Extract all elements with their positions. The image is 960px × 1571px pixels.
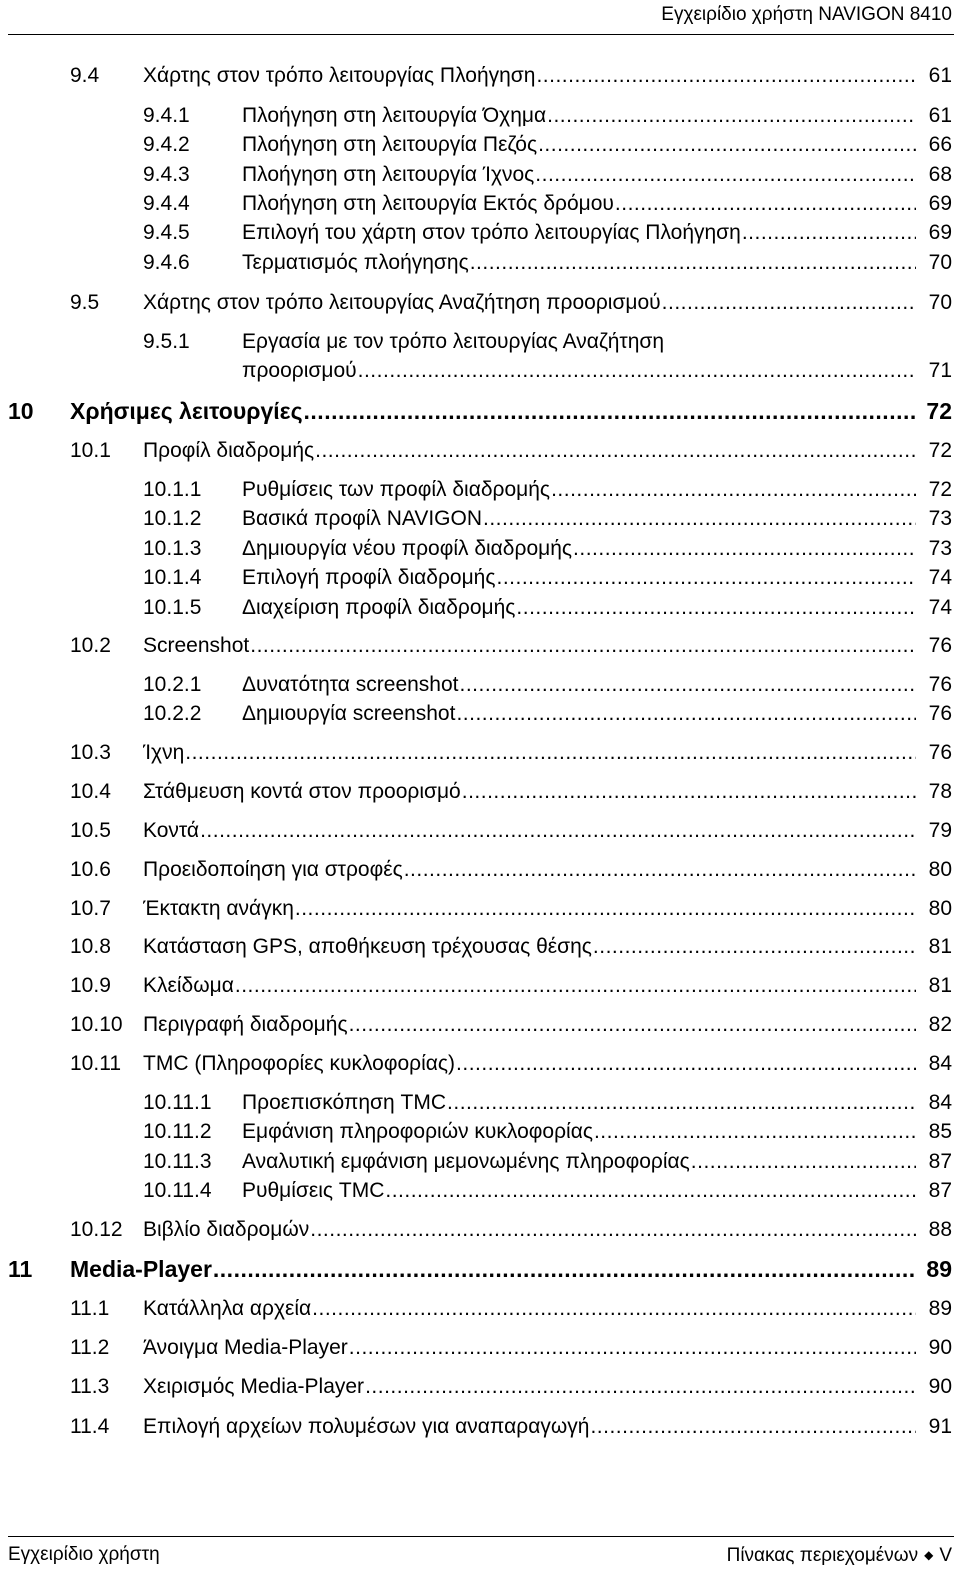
toc-entry-title [242,101,916,131]
toc-entry-number: 9.4 [70,64,100,87]
toc-entry-number: 10.6 [70,858,111,881]
toc-entry-title [242,1147,916,1177]
toc-entry-title-text: Χειρισμός Media-Player [143,1375,365,1398]
toc-entry-title-text: Εμφάνιση πληροφοριών κυκλοφορίας [242,1120,593,1143]
toc-entry-title [242,327,916,357]
toc-entry-title [143,1333,916,1363]
toc-entry[interactable] [0,631,960,661]
toc-entry[interactable] [0,1372,960,1402]
toc-entry-page: 69 [928,221,952,244]
toc-entry-page: 76 [928,673,952,696]
toc-entry-title-text: Επιλογή προφίλ διαδρομής [242,566,496,589]
toc-entry-number: 10.10 [70,1013,123,1036]
toc-entry-title-text: Προεπισκόπηση TMC [242,1091,447,1114]
toc-entry-title [242,534,916,564]
toc-entry-title-text: Άνοιγμα Media-Player [143,1336,348,1359]
toc-entry[interactable] [0,777,960,807]
toc-entry[interactable] [0,327,960,357]
toc-entry-title [242,563,916,593]
toc-entry-page: 74 [928,566,952,589]
toc-entry-number: 11.4 [70,1415,110,1438]
toc-entry-title-text: Βιβλίο διαδρομών [143,1218,310,1241]
toc-entry[interactable] [0,218,960,248]
toc-entry-title-text: Έκτακτη ανάγκη [143,897,294,920]
toc-entry-number: 9.4.1 [143,104,190,127]
toc-entry-page: 73 [928,507,952,530]
toc-entry[interactable] [0,189,960,219]
toc-entry-number: 9.4.3 [143,163,190,186]
toc-entry-title-text: Screenshot [143,634,250,657]
toc-entry-title [242,1176,916,1206]
toc-entry-title-text: Κοντά [143,819,200,842]
toc-entry-number: 9.5.1 [143,330,190,353]
toc-entry-number: 10.2.1 [143,673,202,696]
toc-entry-number: 10.1 [70,439,111,462]
toc-entry-title [242,356,916,386]
toc-entry[interactable] [0,475,960,505]
toc-entry-title-text: Προειδοποίηση για στροφές [143,858,403,881]
toc-entry-title [242,475,916,505]
toc-entry-number: 10.1.3 [143,537,202,560]
toc-entry-title-text: προορισμού [242,359,357,382]
toc-entry-number: 10.5 [70,819,111,842]
toc-entry-page: 61 [928,64,952,87]
toc-entry-title [242,1117,916,1147]
toc-entry-title [242,504,916,534]
toc-entry[interactable] [0,699,960,729]
toc-entry-title [242,593,916,623]
footer-page-number: V [939,1545,952,1566]
toc-entry-number: 9.4.6 [143,251,190,274]
toc-entry-title [143,631,916,661]
toc-entry[interactable] [0,160,960,190]
toc-entry-page: 79 [928,819,952,842]
toc-entry[interactable] [0,1412,960,1442]
toc-entry[interactable] [0,1010,960,1040]
toc-entry-title-text: TMC (Πληροφορίες κυκλοφορίας) [143,1052,456,1075]
toc-entry-page: 70 [928,291,952,314]
toc-entry-number: 10.2 [70,634,111,657]
toc-entry-page: 90 [928,1375,952,1398]
toc-entry-page: 74 [928,596,952,619]
toc-entry-title-text: Προφίλ διαδρομής [143,439,315,462]
toc-entry-title [242,218,916,248]
toc-entry-number: 10.2.2 [143,702,202,725]
toc-entry-title-text: Κατάλληλα αρχεία [143,1297,312,1320]
toc-entry-title-text: Επιλογή του χάρτη στον τρόπο λειτουργίας Πλοήγηση [242,221,741,244]
toc-entry-page: 84 [928,1052,952,1075]
toc-entry-title [242,130,916,160]
toc-entry-title-text: Πλοήγηση στη λειτουργία Πεζός [242,133,538,156]
toc-entry-title-text: Πλοήγηση στη λειτουργία Ίχνος [242,163,535,186]
toc-entry-page: 91 [928,1415,952,1438]
toc-entry-title [143,1294,916,1324]
toc-entry-title [143,61,916,91]
toc-entry-title-text: Εργασία με τον τρόπο λειτουργίας Αναζήτηση [242,330,665,353]
toc-entry[interactable] [0,894,960,924]
toc-entry-number: 10.1.1 [143,478,202,501]
toc-entry[interactable] [0,101,960,131]
toc-entry-number: 10.11.2 [143,1120,212,1143]
footer-left-text: Εγχειρίδιο χρήστη [8,1544,160,1565]
toc-entry-title [143,855,916,885]
toc-entry-page: 84 [928,1091,952,1114]
toc-entry-title-text: Κλείδωμα [143,974,234,997]
toc-entry-title-text: Ρυθμίσεις TMC [242,1179,385,1202]
toc-entry-page: 69 [928,192,952,215]
toc-entry-title [143,894,916,924]
toc-entry-number: 9.4.5 [143,221,190,244]
toc-entry-title-text: Χάρτης στον τρόπο λειτουργίας Πλοήγηση [143,64,536,87]
toc-entry-title-text: Πλοήγηση στη λειτουργία Εκτός δρόμου [242,192,614,215]
toc-entry[interactable] [0,504,960,534]
toc-entry-title-text: Στάθμευση κοντά στον προορισμό [143,780,461,803]
toc-entry[interactable] [0,248,960,278]
toc-entry[interactable] [0,1088,960,1118]
toc-entry-number: 10.1.5 [143,596,202,619]
toc-entry[interactable] [0,1254,960,1284]
toc-entry-number: 11.3 [70,1375,110,1398]
toc-entry-page: 87 [928,1150,952,1173]
toc-entry[interactable] [0,436,960,466]
toc-entry[interactable] [0,1147,960,1177]
toc-entry-title-text: Ρυθμίσεις των προφίλ διαδρομής [242,478,551,501]
toc-entry-page: 82 [928,1013,952,1036]
toc-entry-title-text: Πλοήγηση στη λειτουργία Όχημα [242,104,547,127]
toc-entry-page: 81 [928,974,952,997]
toc-entry-page: 71 [928,359,952,382]
toc-entry-number: 11.2 [70,1336,110,1359]
toc-entry[interactable] [0,670,960,700]
toc-entry-page: 68 [928,163,952,186]
toc-entry[interactable] [0,593,960,623]
toc-entry-title [242,248,916,278]
toc-entry-title [242,1088,916,1118]
page-header: Εγχειρίδιο χρήστη NAVIGON 8410 [661,4,952,25]
toc-entry-title [143,1215,916,1245]
toc-entry-title [143,436,916,466]
toc-entry-number: 9.5 [70,291,100,314]
toc-entry-page: 89 [926,1256,952,1282]
toc-entry-number: 10.8 [70,935,111,958]
toc-entry-page: 61 [928,104,952,127]
toc-entry-number: 9.4.4 [143,192,190,215]
toc-entry-title [143,1412,916,1442]
toc-entry-number: 10.1.2 [143,507,202,530]
toc-entry-title-text: Δυνατότητα screenshot [242,673,459,696]
toc-entry-page: 87 [928,1179,952,1202]
toc-entry-page: 80 [928,858,952,881]
footer-divider [8,1536,954,1537]
toc-entry-page: 76 [928,741,952,764]
toc-entry-title [242,670,916,700]
toc-entry-page: 72 [928,439,952,462]
toc-entry-page: 66 [928,133,952,156]
toc-entry-number: 10 [8,398,34,424]
toc-entry-title [70,1254,916,1284]
toc-entry-number: 10.11.3 [143,1150,212,1173]
diamond-icon: ◆ [924,1548,934,1562]
toc-entry[interactable] [0,534,960,564]
footer-right [727,1543,952,1568]
toc-entry-title [143,932,916,962]
toc-entry-title-text: Ίχνη [143,741,185,764]
toc-entry[interactable] [0,855,960,885]
toc-entry-page: 78 [928,780,952,803]
toc-entry[interactable] [0,1049,960,1079]
toc-entry-page: 72 [926,398,952,424]
toc-entry-page: 80 [928,897,952,920]
toc-entry[interactable] [0,1176,960,1206]
toc-entry-title-text: Χάρτης στον τρόπο λειτουργίας Αναζήτηση προορισμού [143,291,661,314]
toc-entry[interactable] [0,1215,960,1245]
toc-entry-title-text: Περιγραφή διαδρομής [143,1013,348,1036]
toc-entry-page: 88 [928,1218,952,1241]
toc-entry-title-text: Χρήσιμες λειτουργίες [70,398,303,424]
toc-entry-title [143,738,916,768]
toc-entry[interactable] [0,396,960,426]
toc-entry-title [143,1010,916,1040]
toc-entry[interactable] [0,563,960,593]
toc-entry-page: 72 [928,478,952,501]
toc-entry-title-text: Αναλυτική εμφάνιση μεμονωμένης πληροφορίας [242,1150,690,1173]
toc-entry-number: 10.3 [70,741,111,764]
toc-entry[interactable] [0,1294,960,1324]
toc-entry-number: 10.11.4 [143,1179,212,1202]
toc-entry-page: 89 [928,1297,952,1320]
toc-entry[interactable] [0,130,960,160]
toc-entry-page: 76 [928,702,952,725]
toc-entry[interactable] [0,738,960,768]
toc-entry-page: 76 [928,634,952,657]
toc-entry-title-text: Βασικά προφίλ NAVIGON [242,507,483,530]
toc-entry-page: 70 [928,251,952,274]
toc-entry-title-text: Επιλογή αρχείων πολυμέσων για αναπαραγωγή [143,1415,590,1438]
toc-entry-title [242,699,916,729]
toc-entry-number: 10.11.1 [143,1091,212,1114]
toc-entry-number: 9.4.2 [143,133,190,156]
toc-entry-page: 90 [928,1336,952,1359]
toc-entry-title [242,160,916,190]
toc-entry-title-text: Κατάσταση GPS, αποθήκευση τρέχουσας θέσης [143,935,592,958]
toc-entry[interactable] [0,1117,960,1147]
toc-entry-number: 10.4 [70,780,111,803]
toc-entry-title-text: Δημιουργία νέου προφίλ διαδρομής [242,537,573,560]
toc-entry[interactable] [0,1333,960,1363]
toc-entry-number: 11 [8,1256,33,1282]
toc-entry-number: 10.1.4 [143,566,202,589]
toc-entry-title [143,1372,916,1402]
toc-entry-title-text: Δημιουργία screenshot [242,702,456,725]
toc-entry-title-text: Διαχείριση προφίλ διαδρομής [242,596,516,619]
toc-entry[interactable] [0,61,960,91]
toc-entry-title-text: Media-Player [70,1256,212,1282]
toc-entry[interactable] [0,932,960,962]
toc-entry[interactable] [0,816,960,846]
toc-entry[interactable] [0,288,960,318]
toc-entry-title [242,189,916,219]
toc-entry-number: 10.9 [70,974,111,997]
toc-entry-number: 11.1 [70,1297,110,1320]
toc-entry-title [143,288,916,318]
toc-entry-title [143,1049,916,1079]
toc-entry[interactable] [0,971,960,1001]
toc-entry-page: 85 [928,1120,952,1143]
toc-entry[interactable] [0,356,960,386]
toc-entry-title [70,396,916,426]
toc-entry-title [143,971,916,1001]
toc-entry-number: 10.7 [70,897,111,920]
toc-entry-title [143,816,916,846]
toc-entry-page: 73 [928,537,952,560]
toc-entry-number: 10.11 [70,1052,121,1075]
toc-entry-title-text: Τερματισμός πλοήγησης [242,251,469,274]
toc-entry-page: 81 [928,935,952,958]
toc-entry-number: 10.12 [70,1218,123,1241]
footer-section-name: Πίνακας περιεχομένων [726,1545,919,1566]
toc-entry-title [143,777,916,807]
